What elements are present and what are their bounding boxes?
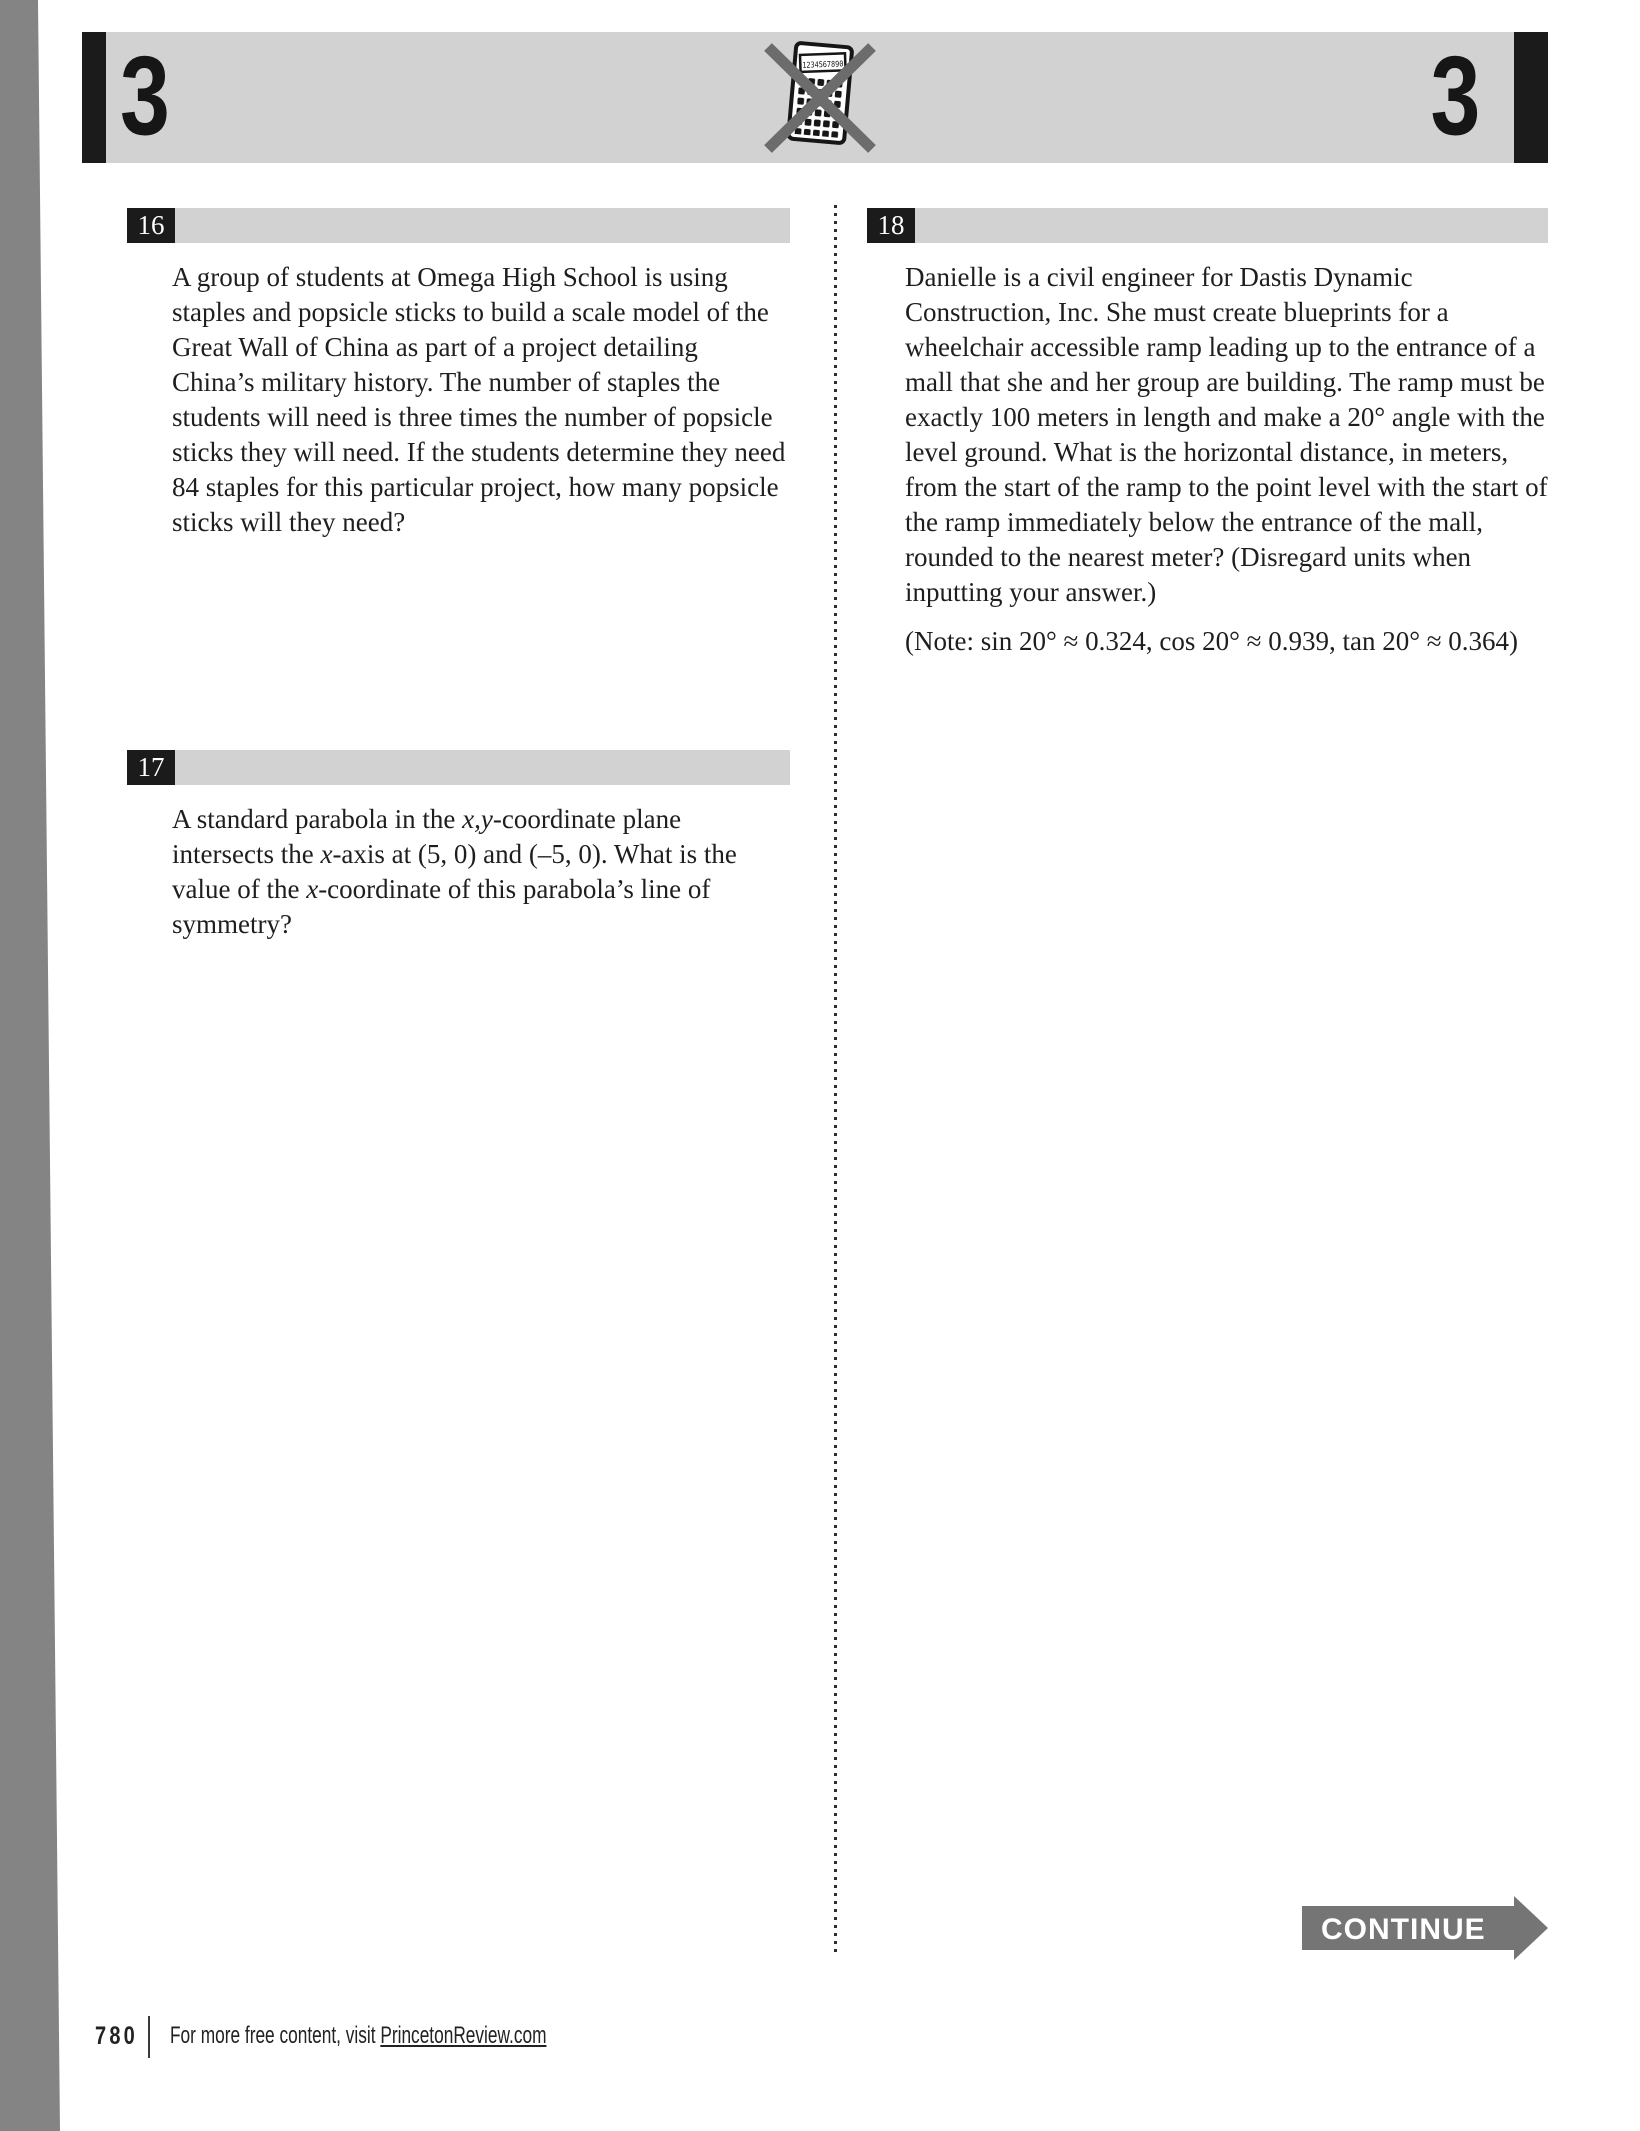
question-18-paragraph: Danielle is a civil engineer for Dastis Dynamic Construction, Inc. She must create blueprints for a wheelchair accessible ramp leading up to the entrance of a mall that she and her group are building. The ramp must be exactly 100 meters in length and make a 20° angle with the level ground. What is the horizontal distance, in meters, from the start of the ramp to the point level with the start of the ramp immediately below the entrance of the mall, rounded to the nearest meter? (Disregard units when inputting your answer.) bbox=[905, 262, 1548, 607]
footer-promo-text: For more free content, visit bbox=[170, 2022, 381, 2049]
question-18-number-box: 18 bbox=[867, 208, 915, 243]
no-calculator-icon bbox=[754, 32, 886, 163]
question-18-trig-note: (Note: sin 20° ≈ 0.324, cos 20° ≈ 0.939, tan 20° ≈ 0.364) bbox=[905, 626, 1519, 656]
question-18-text bbox=[905, 260, 1553, 659]
question-17-header-bar bbox=[127, 750, 790, 785]
question-17-text bbox=[172, 802, 786, 942]
continue-button[interactable] bbox=[1302, 1896, 1548, 1960]
no-calculator-icon-svg bbox=[754, 32, 886, 163]
header-right-black-bar bbox=[1514, 32, 1548, 163]
section-header-band bbox=[82, 32, 1548, 163]
question-18-header-bar bbox=[867, 208, 1548, 243]
footer-promo bbox=[170, 2022, 546, 2050]
column-divider-dotted-line bbox=[834, 205, 837, 1957]
section-number-right: 3 bbox=[1430, 33, 1480, 158]
footer-separator bbox=[148, 2016, 150, 2058]
question-16-header-bar bbox=[127, 208, 790, 243]
question-17-number-box: 17 bbox=[127, 750, 175, 785]
continue-label: CONTINUE bbox=[1321, 1913, 1486, 1946]
section-number-left: 3 bbox=[120, 33, 170, 158]
calculator-display-digits: 1234567890 bbox=[802, 59, 851, 70]
header-left-black-bar bbox=[82, 32, 106, 163]
page-number: 780 bbox=[95, 2022, 138, 2050]
question-16-paragraph: A group of students at Omega High School is using staples and popsicle sticks to build a scale model of the Great Wall of China as part of a project detailing China’s military history. The number of staples the students will need is three times the number of popsicle sticks they will need. If the students determine they need 84 staples for this particular project, how many popsicle sticks will they need? bbox=[172, 262, 786, 537]
footer-promo-link[interactable]: PrincetonReview.com bbox=[380, 2022, 547, 2049]
question-16-number-box: 16 bbox=[127, 208, 175, 243]
question-16-text bbox=[172, 260, 786, 540]
page-edge-strip bbox=[0, 0, 62, 2131]
question-17-paragraph: A standard parabola in the x,y-coordinate plane intersects the x-axis at (5, 0) and (–5, 0). What is the value of the x-coordinate of this parabola’s line of symmetry? bbox=[172, 804, 737, 939]
